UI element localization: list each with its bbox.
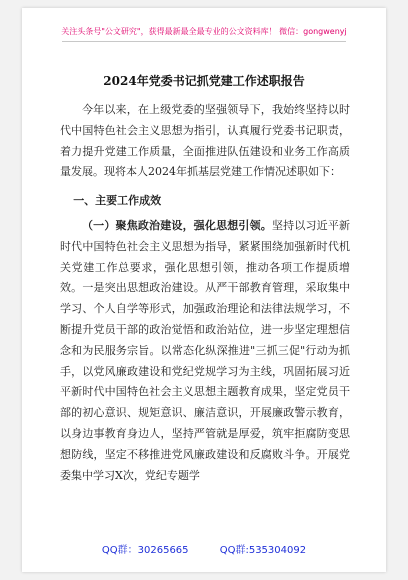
footer-contacts — [22, 541, 386, 556]
document-page — [22, 8, 386, 572]
document-title: 2024年党委书记抓党建工作述职报告 — [103, 74, 305, 88]
qq-group-1: QQ群：30265665 — [101, 545, 189, 556]
qq-group-2: QQ群:535304092 — [219, 545, 307, 556]
document-body — [60, 100, 350, 486]
banner-divider — [62, 41, 346, 42]
paragraph-text: 坚持以习近平新时代中国特色社会主义思想为指导，紧紧围绕加强新时代机关党建工作总要求，强化思想引领，推动各项工作提质增效。一是突出思想政治建设。从严干部教育管理，采取集中学习、个人自学等形式，加强政治理论和法律法规学习，不断提升党员干部的政治觉悟和政治站位，进一步坚定理想信念和为民服务宗旨。以常态化纵深推进"三抓三促"行动为抓手，以党风廉政建设和党纪党规学习为主线，巩固拓展习近平新时代中国特色社会主义思想主题教育成果，坚定党员干部的初心意识、规矩意识、廉洁意识，开展廉政警示教育，以身边事教育身边人，坚持严管就是厚爱，筑牢拒腐防变思想防线，坚定不移推进党风廉政建设和反腐败斗争。开展党委集中学习X次，党纪专题学 — [60, 218, 351, 482]
paragraph-lead: （一）聚焦政治建设，强化思想引领。 — [82, 218, 272, 232]
promo-banner: 关注头条号"公文研究"，获得最新最全最专业的公文资料库！ 微信：gongwenyj — [61, 27, 347, 36]
intro-paragraph: 今年以来，在上级党委的坚强领导下，我始终坚持以时代中国特色社会主义思想为指引，认真履行党委书记职责，着力提升党建工作质量，全面推进队伍建设和业务工作高质量发展。现将本人2024年抓基层党建工作情况述职如下： — [60, 103, 350, 179]
section-paragraph — [60, 216, 350, 486]
section-heading: 一、主要工作成效 — [73, 194, 162, 208]
